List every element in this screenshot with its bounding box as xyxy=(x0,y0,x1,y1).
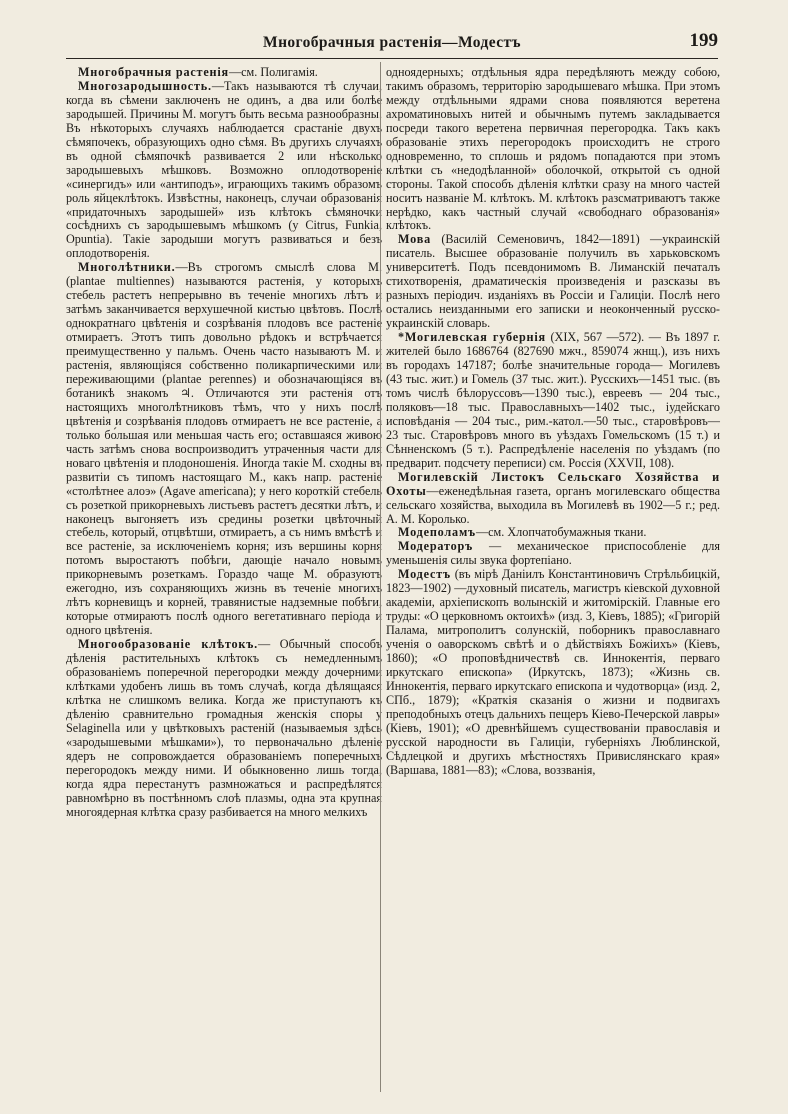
entry-headword: Многолѣтники. xyxy=(78,260,176,275)
page-number: 199 xyxy=(689,30,718,51)
right-column xyxy=(386,66,720,778)
entry xyxy=(66,261,382,638)
running-head: Многобрачныя растенія—Модестъ xyxy=(263,34,521,51)
entry xyxy=(386,471,720,527)
entry-headword: Многообразованіе клѣтокъ. xyxy=(78,637,258,652)
entry xyxy=(386,540,720,568)
entry-text: —см. Полигамія. xyxy=(228,65,318,79)
column-divider xyxy=(380,62,381,1092)
entry xyxy=(386,331,720,471)
entry-headword: *Могилевская губернія xyxy=(398,330,546,345)
entry xyxy=(66,80,382,261)
entry-headword: Многобрачныя растенія xyxy=(78,65,229,79)
entry xyxy=(66,66,382,80)
entry-text: —еженедѣльная газета, органъ могилевскаго общества сельскаго хозяйства, выходила въ Могилевѣ въ 1902—5 г.; ред. А. М. Королько. xyxy=(386,483,720,526)
entry-headword: Модеполамъ xyxy=(398,525,476,540)
entry-text: — механическое приспособленіе для уменьшенія силы звука фортепіано. xyxy=(386,539,720,568)
entry-headword: Модераторъ xyxy=(398,539,474,554)
entry xyxy=(386,233,720,331)
entry-continuation xyxy=(386,66,720,233)
entry-text: —см. Хлопчатобумажныя ткани. xyxy=(475,525,647,540)
page-header xyxy=(66,28,718,56)
entry-text: —Въ строгомъ смыслѣ слова М. (plantae multiennes) называются растенія, у которыхъ стебель растетъ непрерывно въ теченіе многихъ лѣтъ и затѣмъ заканчивается верхушечной кистью цвѣтовъ. Послѣ однократнаго цвѣтенія и созрѣванія плодовъ все растеніе отмираетъ. Этотъ типъ довольно рѣдокъ и встрѣчается преимущественно у пальмъ. Очень часто называютъ М. и растенія, являющіяся собственно поликарпическими или переживающими (plantae perennes) и обозначающіяся въ ботаникѣ знакомъ ♃. Отличаются эти растенія отъ настоящихъ многолѣтниковъ тѣмъ, что у нихъ послѣ цвѣтенія и созрѣванія плодовъ отмираетъ не все растеніе, а только бо́льшая или меньшая часть его; оставшаяся живою часть затѣмъ снова воспроизводитъ утраченныя части для новаго цвѣтенія и плодоношенія. Иногда такіе М. сходны въ развитіи съ типомъ настоящаго М., какъ напр. растеніе «столѣтнее алоэ» (Agave americana); у него короткій стебель съ розеткой прикорневыхъ листьевъ растетъ десятки лѣтъ, и наконецъ выгоняетъ изъ средины розетки цвѣточный стебель, который, отцвѣтши, отмираетъ, а съ нимъ вмѣстѣ и все растеніе, за исключеніемъ корня; изъ вершины корня потомъ выростаютъ побѣги, дающіе начало новымъ прикорневымъ розеткамъ. Гораздо чаще М. образуютъ ежегодно, изъ сохраняющихъ жизнь въ теченіе многихъ лѣтъ корневищъ и корней, травянистые надземные побѣги, которые отмираютъ послѣ одного вегетативнаго періода и одного цвѣтенія. xyxy=(66,260,382,638)
entry-headword: Мова xyxy=(398,232,432,247)
entry-headword: Модестъ xyxy=(398,567,451,582)
entry xyxy=(66,638,382,819)
left-column xyxy=(66,66,382,819)
entry-text: (въ мірѣ Даніилъ Константиновичъ Стрѣльбицкій, 1823—1902) —духовный писатель, магистръ кіевской духовной академіи, архіепископъ волынскій и житомірскій. Главные его труды: «О церковномъ октоихѣ» (изд. 3, Кіевъ, 1885); «Григорій Паламa, митрополитъ солунскій, поборникъ православнаго ученія о оаворскомъ свѣтѣ и о дѣйствіяхъ Божіихъ» (Кіевъ, 1860); «О проповѣдничествѣ св. Иннокентія, перваго иркутскаго епископа» (Иркутскъ, 1873); «Жизнь св. Иннокентія, перваго иркутскаго епископа и чудотворца» (изд. 2, СПб., 1879); «Краткія сказанія о жизни и подвигахъ преподобныхъ отецъ дальнихъ пещеръ Кіево-Печерской лавры» (Кіевъ, 1901); «О древнѣйшемъ существованіи православія и русской народности въ Галиціи, губерніяхъ Люблинской, Сѣдлецкой и другихъ мѣстностяхъ Привислянскаго края» (Варшава, 1881—83); «Слова, воззванія, xyxy=(386,567,720,777)
entry-text: одноядерныхъ; отдѣльныя ядра передѣляютъ между собою, такимъ образомъ, территорію зародышеваго мѣшка. При этомъ между отдѣльными ядрами снова появляются веретена ахроматиновыхъ нитей и обычнымъ путемъ закладывается посреди такого веретена первичная перегородка. Такъ какъ образованіе этихъ перегородокъ происходитъ не строго одновременно, то сплошь и рядомъ попадаются при этомъ клѣтки съ «недодѣланной» оболочкой, открытой съ одной стороны. Такой способъ дѣленія клѣтки сразу на много частей носитъ названіе М. клѣтокъ. М. клѣтокъ разсматриваютъ также нерѣдко, какъ частный случай «свободнаго образованія» клѣтокъ. xyxy=(386,65,720,233)
entry xyxy=(386,568,720,777)
entry xyxy=(386,526,720,540)
entry-text: — Обычный способъ дѣленія растительныхъ клѣтокъ съ немедленнымъ образованіемъ поперечной перегородки между дочерними клѣтками удобенъ лишь въ томъ случаѣ, когда дѣлящаяся клѣтка не слишкомъ велика. Когда же приступаютъ къ дѣленію сравнительно громадныя женскія споры у Selaginella или у цвѣтковыхъ растеній (называемыя здѣсь «зародышевыми мѣшками»), то первоначально дѣленіе ядеръ не сопровождается образованіемъ поперечныхъ перегородокъ между ними. И обыкновенно лишь тогда, когда ядра перестанутъ размножаться и распредѣлятся равномѣрно въ постѣнномъ слоѣ плазмы, одна эта крупная многоядерная клѣтка сразу разбивается на много мелкихъ xyxy=(66,637,382,819)
entry-text: (XIX, 567 —572). — Въ 1897 г. жителей было 1686764 (827690 мжч., 859074 жнщ.), изъ нихъ въ городахъ 147187; болѣе значительные города— Могилевъ (43 тыс. жит.) и Гомель (37 тыс. жит.). Русскихъ—1451 тыс. (въ томъ числѣ бѣлоруссовъ—1390 тыс.), евреевъ — 204 тыс., поляковъ—18 тыс. Православныхъ—1402 тыс., іудейскаго исповѣданія — 204 тыс., рим.-катол.—50 тыс., старовѣровъ—23 тыс. Старовѣровъ много въ уѣздахъ Гомельскомъ (15 т.) и Сѣнненскомъ (5 т.). Распредѣленіе населенія по уѣздамъ (по предварит. подсчету переписи) см. Россія (XXVII, 108). xyxy=(386,330,720,470)
entry-headword: Многозародышность. xyxy=(78,78,212,93)
header-rule xyxy=(66,58,718,59)
entry-text: (Василій Семеновичъ, 1842—1891) —украинскій писатель. Высшее образованіе получилъ въ харьковскомъ университетѣ. Подъ псевдонимомъ В. Лиманскій печаталъ стихотворенія, драматическія произведенія и разсказы въ разныхъ періодич. изданіяхъ въ Россіи и Галиціи. Послѣ него остались неизданными его записки и неоконченный русско-украинскій словарь. xyxy=(386,232,720,331)
entry-headword: Могилевскій Листокъ Сельскаго Хозяйства и Охоты xyxy=(386,469,720,498)
entry-text: —Такъ называются тѣ случаи, когда въ сѣмени заключенъ не одинъ, а два или болѣе зародышей. Причины М. могутъ быть весьма разнообразны. Въ нѣкоторыхъ случаяхъ наблюдается срастаніе двухъ сѣмяпочекъ, образующихъ одно сѣмя. Въ другихъ случаяхъ въ одной сѣмяпочкѣ развивается 2 или нѣсколько зародышевыхъ мѣшковъ. Возможно оплодотвореніе «синергидъ» или «антиподъ», играющихъ такимъ образомъ роль яйцеклѣтокъ. Извѣстны, наконецъ, случаи образованія «придаточныхъ зародышей» изъ клѣтокъ сѣмяночки сосѣднихъ съ зародышевымъ мѣшкомъ (у Citrus, Funkia, Opuntia). Такіе зародыши могутъ развиваться и безъ оплодотворенія. xyxy=(66,78,382,261)
